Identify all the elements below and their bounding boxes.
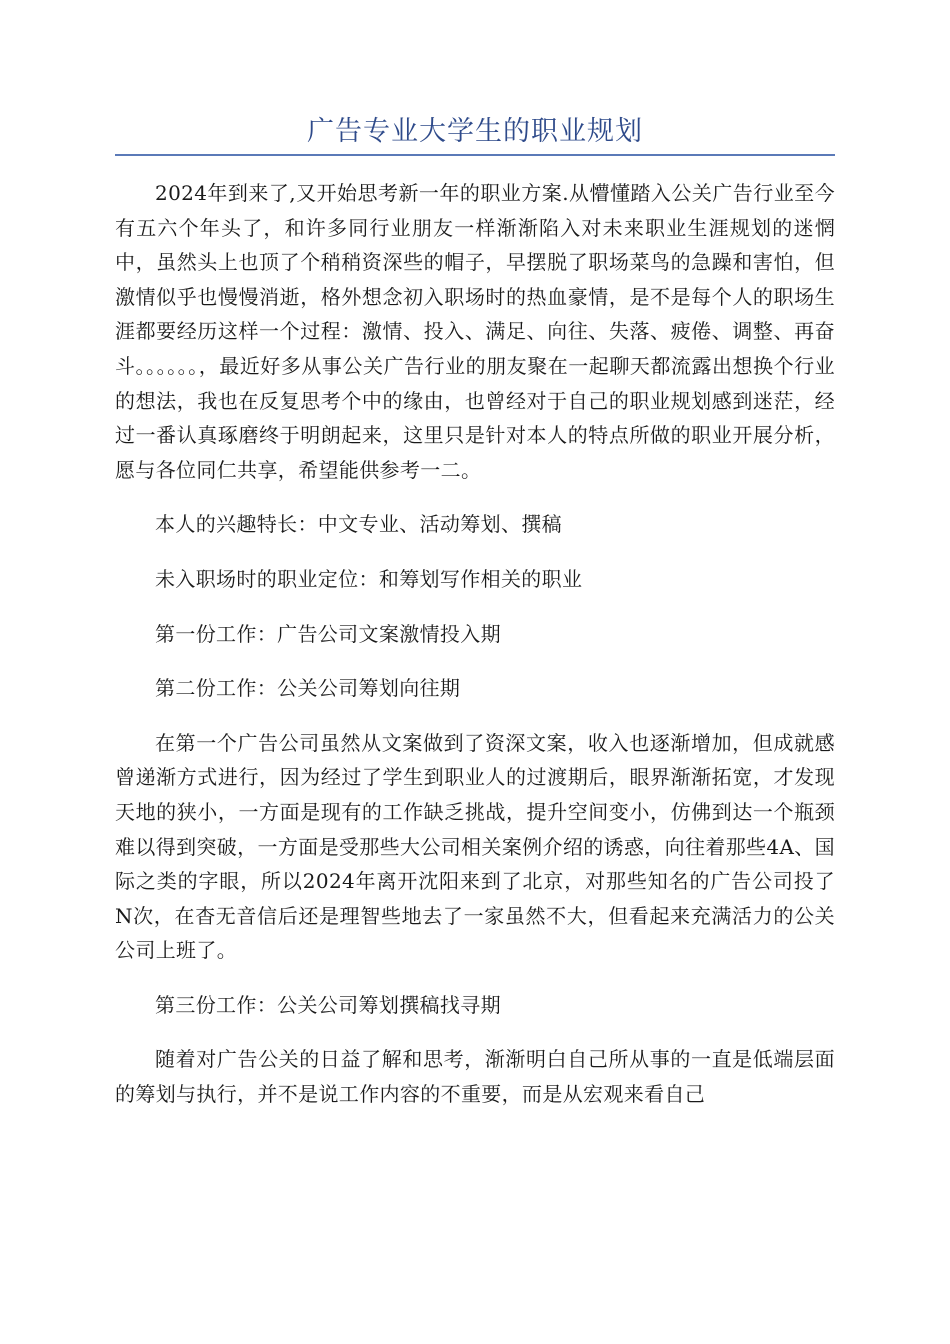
title-underline <box>115 154 835 156</box>
paragraph-third-job: 第三份工作：公关公司筹划撰稿找寻期 <box>155 992 501 1017</box>
paragraph-second-job: 第二份工作：公关公司筹划向往期 <box>155 676 461 701</box>
paragraph-first-company: 在第一个广告公司虽然从文案做到了资深文案，收入也逐渐增加，但成就感曾递渐方式进行，因为经过了学生到职业人的过渡期后，眼界渐渐拓宽，才发现天地的狭小，一方面是现有的工作缺乏挑战，提升空间变小，仿佛到达一个瓶颈难以得到突破，一方面是受那些大公司相关案例介绍的诱惑，向往着那些4A、国际之类的字眼，所以2024年离开沈阳来到了北京，对那些知名的广告公司投了N次，在杳无音信后还是理智些地去了一家虽然不大，但看起来充满活力的公关公司上班了。 <box>115 730 835 963</box>
paragraph-first-job: 第一份工作：广告公司文案激情投入期 <box>155 621 501 646</box>
paragraph-career-position: 未入职场时的职业定位：和筹划写作相关的职业 <box>155 566 583 591</box>
paragraph-intro: 2024年到来了,又开始思考新一年的职业方案.从懵懂踏入公关广告行业至今有五六个年头了，和许多同行业朋友一样渐渐陷入对未来职业生涯规划的迷惘中，虽然头上也顶了个稍稍资深些的帽子，早摆脱了职场菜鸟的急躁和害怕，但激情似乎也慢慢消逝，格外想念初入职场时的热血豪情，是不是每个人的职场生涯都要经历这样一个过程：激情、投入、满足、向往、失落、疲倦、调整、再奋斗。。。。。。，最近好多从事公关广告行业的朋友聚在一起聊天都流露出想换个行业的想法，我也在反复思考个中的缘由，也曾经对于自己的职业规划感到迷茫，经过一番认真琢磨终于明朗起来，这里只是针对本人的特点所做的职业开展分析，愿与各位同仁共享，希望能供参考一二。 <box>115 181 835 482</box>
paragraph-reflection: 随着对广告公关的日益了解和思考，渐渐明白自己所从事的一直是低端层面的筹划与执行，并不是说工作内容的不重要，而是从宏观来看自己 <box>115 1047 835 1107</box>
document-body <box>115 176 835 1112</box>
paragraph-interests: 本人的兴趣特长：中文专业、活动筹划、撰稿 <box>155 512 562 537</box>
document-title: 广告专业大学生的职业规划 <box>307 116 643 147</box>
